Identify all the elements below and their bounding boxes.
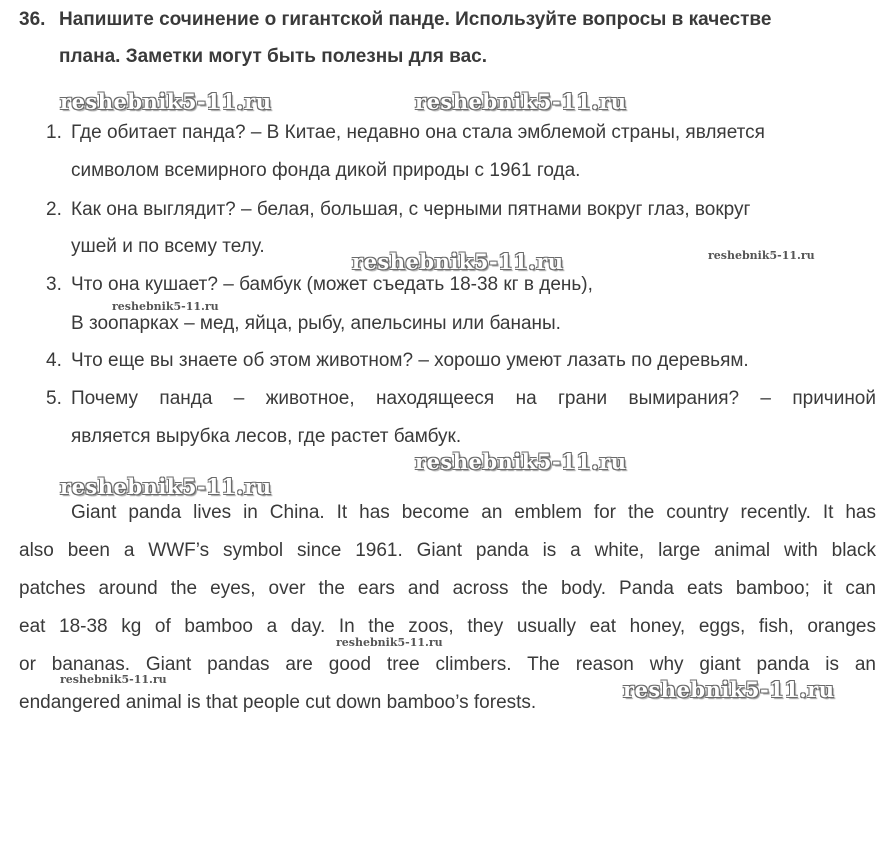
question-text: В зоопарках – мед, яйца, рыбу, апельсины или бананы. — [71, 313, 561, 334]
essay-line: also been a WWF’s symbol since 1961. Giant panda is a white, large animal with black — [19, 540, 876, 561]
watermark: reshebnik5-11.ru — [623, 677, 835, 702]
essay-line: eat 18-38 kg of bamboo a day. In the zoos, they usually eat honey, eggs, fish, oranges — [19, 616, 876, 637]
question-number: 3. — [46, 274, 62, 295]
essay-line: patches around the eyes, over the ears and across the body. Panda eats bamboo; it can — [19, 578, 876, 599]
question-number: 4. — [46, 350, 62, 371]
task-instruction-line-1: Напишите сочинение о гигантской панде. Используйте вопросы в качестве — [59, 9, 772, 30]
question-item — [46, 199, 750, 221]
question-item — [46, 122, 765, 144]
watermark-small: reshebnik5-11.ru — [112, 300, 219, 313]
question-text: Где обитает панда? – В Китае, недавно она стала эмблемой страны, является — [71, 122, 765, 143]
watermark-small: reshebnik5-11.ru — [60, 673, 167, 686]
watermark: reshebnik5-11.ru — [60, 474, 272, 499]
task-instruction-line-2: плана. Заметки могут быть полезны для вас. — [59, 46, 488, 67]
watermark: reshebnik5-11.ru — [415, 89, 627, 114]
watermark: reshebnik5-11.ru — [352, 249, 564, 274]
watermark-small: reshebnik5-11.ru — [708, 249, 815, 262]
watermark: reshebnik5-11.ru — [415, 449, 627, 474]
question-text: символом всемирного фонда дикой природы с 1961 года. — [71, 160, 581, 181]
watermark: reshebnik5-11.ru — [60, 89, 272, 114]
question-text: Что еще вы знаете об этом животном? – хорошо умеют лазать по деревьям. — [71, 350, 749, 371]
question-text: Что она кушает? – бамбук (может съедать 18-38 кг в день), — [71, 274, 593, 295]
question-number: 5. — [46, 388, 62, 409]
question-text: ушей и по всему телу. — [71, 236, 265, 257]
question-item — [46, 274, 593, 296]
essay-line: Giant panda lives in China. It has become an emblem for the country recently. It has — [71, 502, 876, 523]
question-number: 2. — [46, 199, 62, 220]
essay-line: endangered animal is that people cut down bamboo’s forests. — [19, 692, 537, 713]
question-text: Почему панда – животное, находящееся на грани вымирания? – причиной — [71, 388, 876, 409]
question-text: Как она выглядит? – белая, большая, с черными пятнами вокруг глаз, вокруг — [71, 199, 751, 220]
question-text: является вырубка лесов, где растет бамбук. — [71, 426, 462, 447]
question-item — [46, 350, 749, 372]
watermark-small: reshebnik5-11.ru — [336, 636, 443, 649]
question-item — [46, 388, 876, 410]
essay-line: or bananas. Giant pandas are good tree climbers. The reason why giant panda is an — [19, 654, 876, 675]
question-number: 1. — [46, 122, 62, 143]
task-number: 36. — [19, 9, 46, 30]
